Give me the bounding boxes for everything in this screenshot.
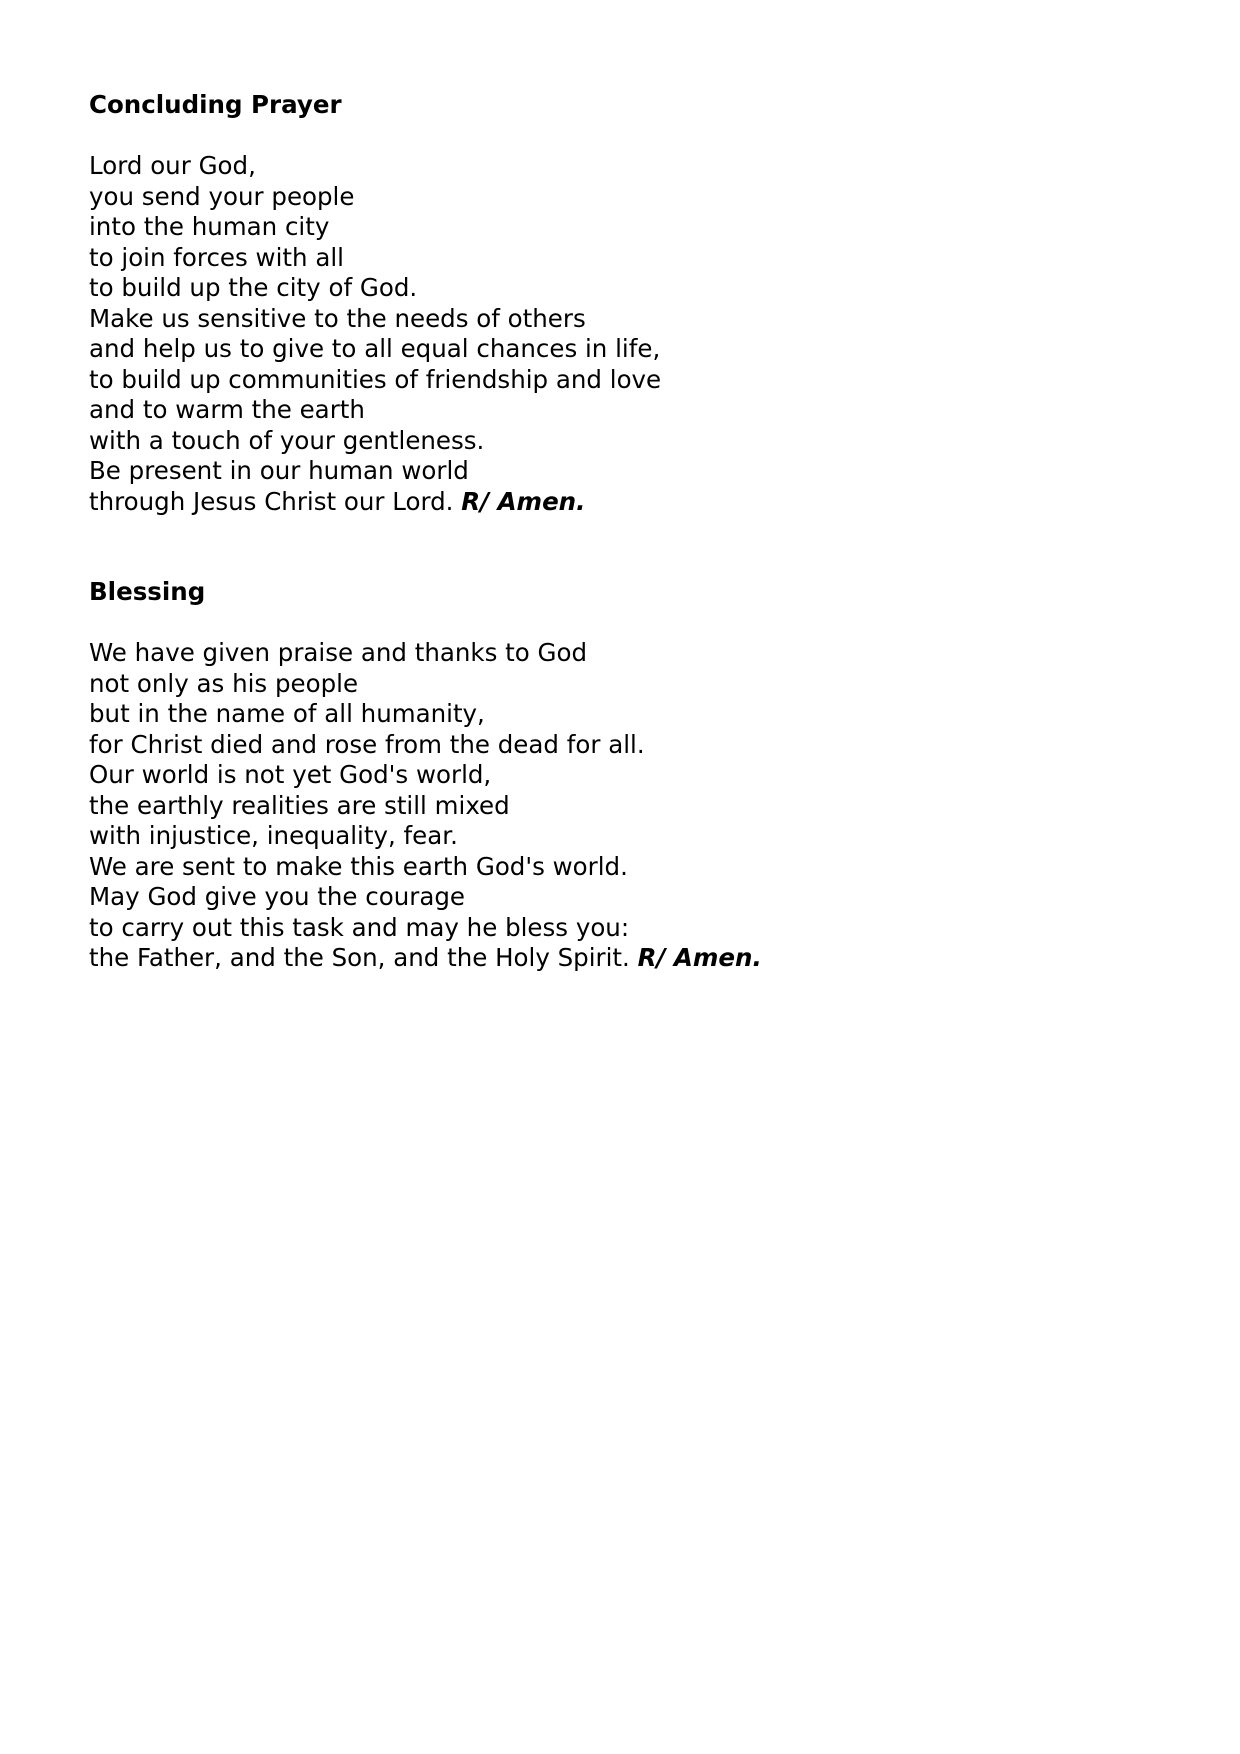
- blessing-line: We are sent to make this earth God's world.: [89, 851, 628, 881]
- prayer-line: and help us to give to all equal chances in life,: [89, 334, 661, 363]
- prayer-final-text: through Jesus Christ our Lord.: [89, 486, 454, 516]
- concluding-prayer-text: [89, 151, 661, 517]
- prayer-line: and to warm the earth: [89, 395, 365, 424]
- blessing-line: for Christ died and rose from the dead for all.: [89, 729, 645, 759]
- prayer-line: you send your people: [89, 181, 355, 211]
- blessing-line: May God give you the courage: [89, 882, 465, 911]
- prayer-line: to join forces with all: [89, 242, 344, 272]
- prayer-response: R/ Amen.: [461, 486, 586, 516]
- prayer-line: with a touch of your gentleness.: [89, 425, 485, 455]
- blessing-response: R/ Amen.: [637, 943, 762, 972]
- blessing-line: but in the name of all humanity,: [89, 699, 485, 728]
- blessing-line: not only as his people: [89, 668, 359, 698]
- blessing-line: with injustice, inequality, fear.: [89, 821, 458, 850]
- prayer-final-line: [89, 487, 661, 518]
- blessing-line: the earthly realities are still mixed: [89, 790, 510, 820]
- prayer-line: to build up communities of friendship and love: [89, 364, 662, 394]
- concluding-prayer-heading: Concluding Prayer: [89, 90, 342, 119]
- blessing-heading: Blessing: [89, 577, 206, 606]
- blessing-final-line: [89, 943, 762, 974]
- prayer-line: Make us sensitive to the needs of others: [89, 303, 586, 333]
- blessing-line: Our world is not yet God's world,: [89, 760, 492, 789]
- blessing-line: to carry out this task and may he bless you:: [89, 912, 630, 942]
- blessing-line: We have given praise and thanks to God: [89, 638, 588, 667]
- prayer-line: Lord our God,: [89, 151, 256, 180]
- blessing-final-text: the Father, and the Son, and the Holy Spirit.: [89, 943, 630, 972]
- prayer-line: Be present in our human world: [89, 456, 469, 485]
- prayer-line: into the human city: [89, 212, 330, 241]
- blessing-text: [89, 638, 762, 974]
- prayer-line: to build up the city of God.: [89, 273, 418, 302]
